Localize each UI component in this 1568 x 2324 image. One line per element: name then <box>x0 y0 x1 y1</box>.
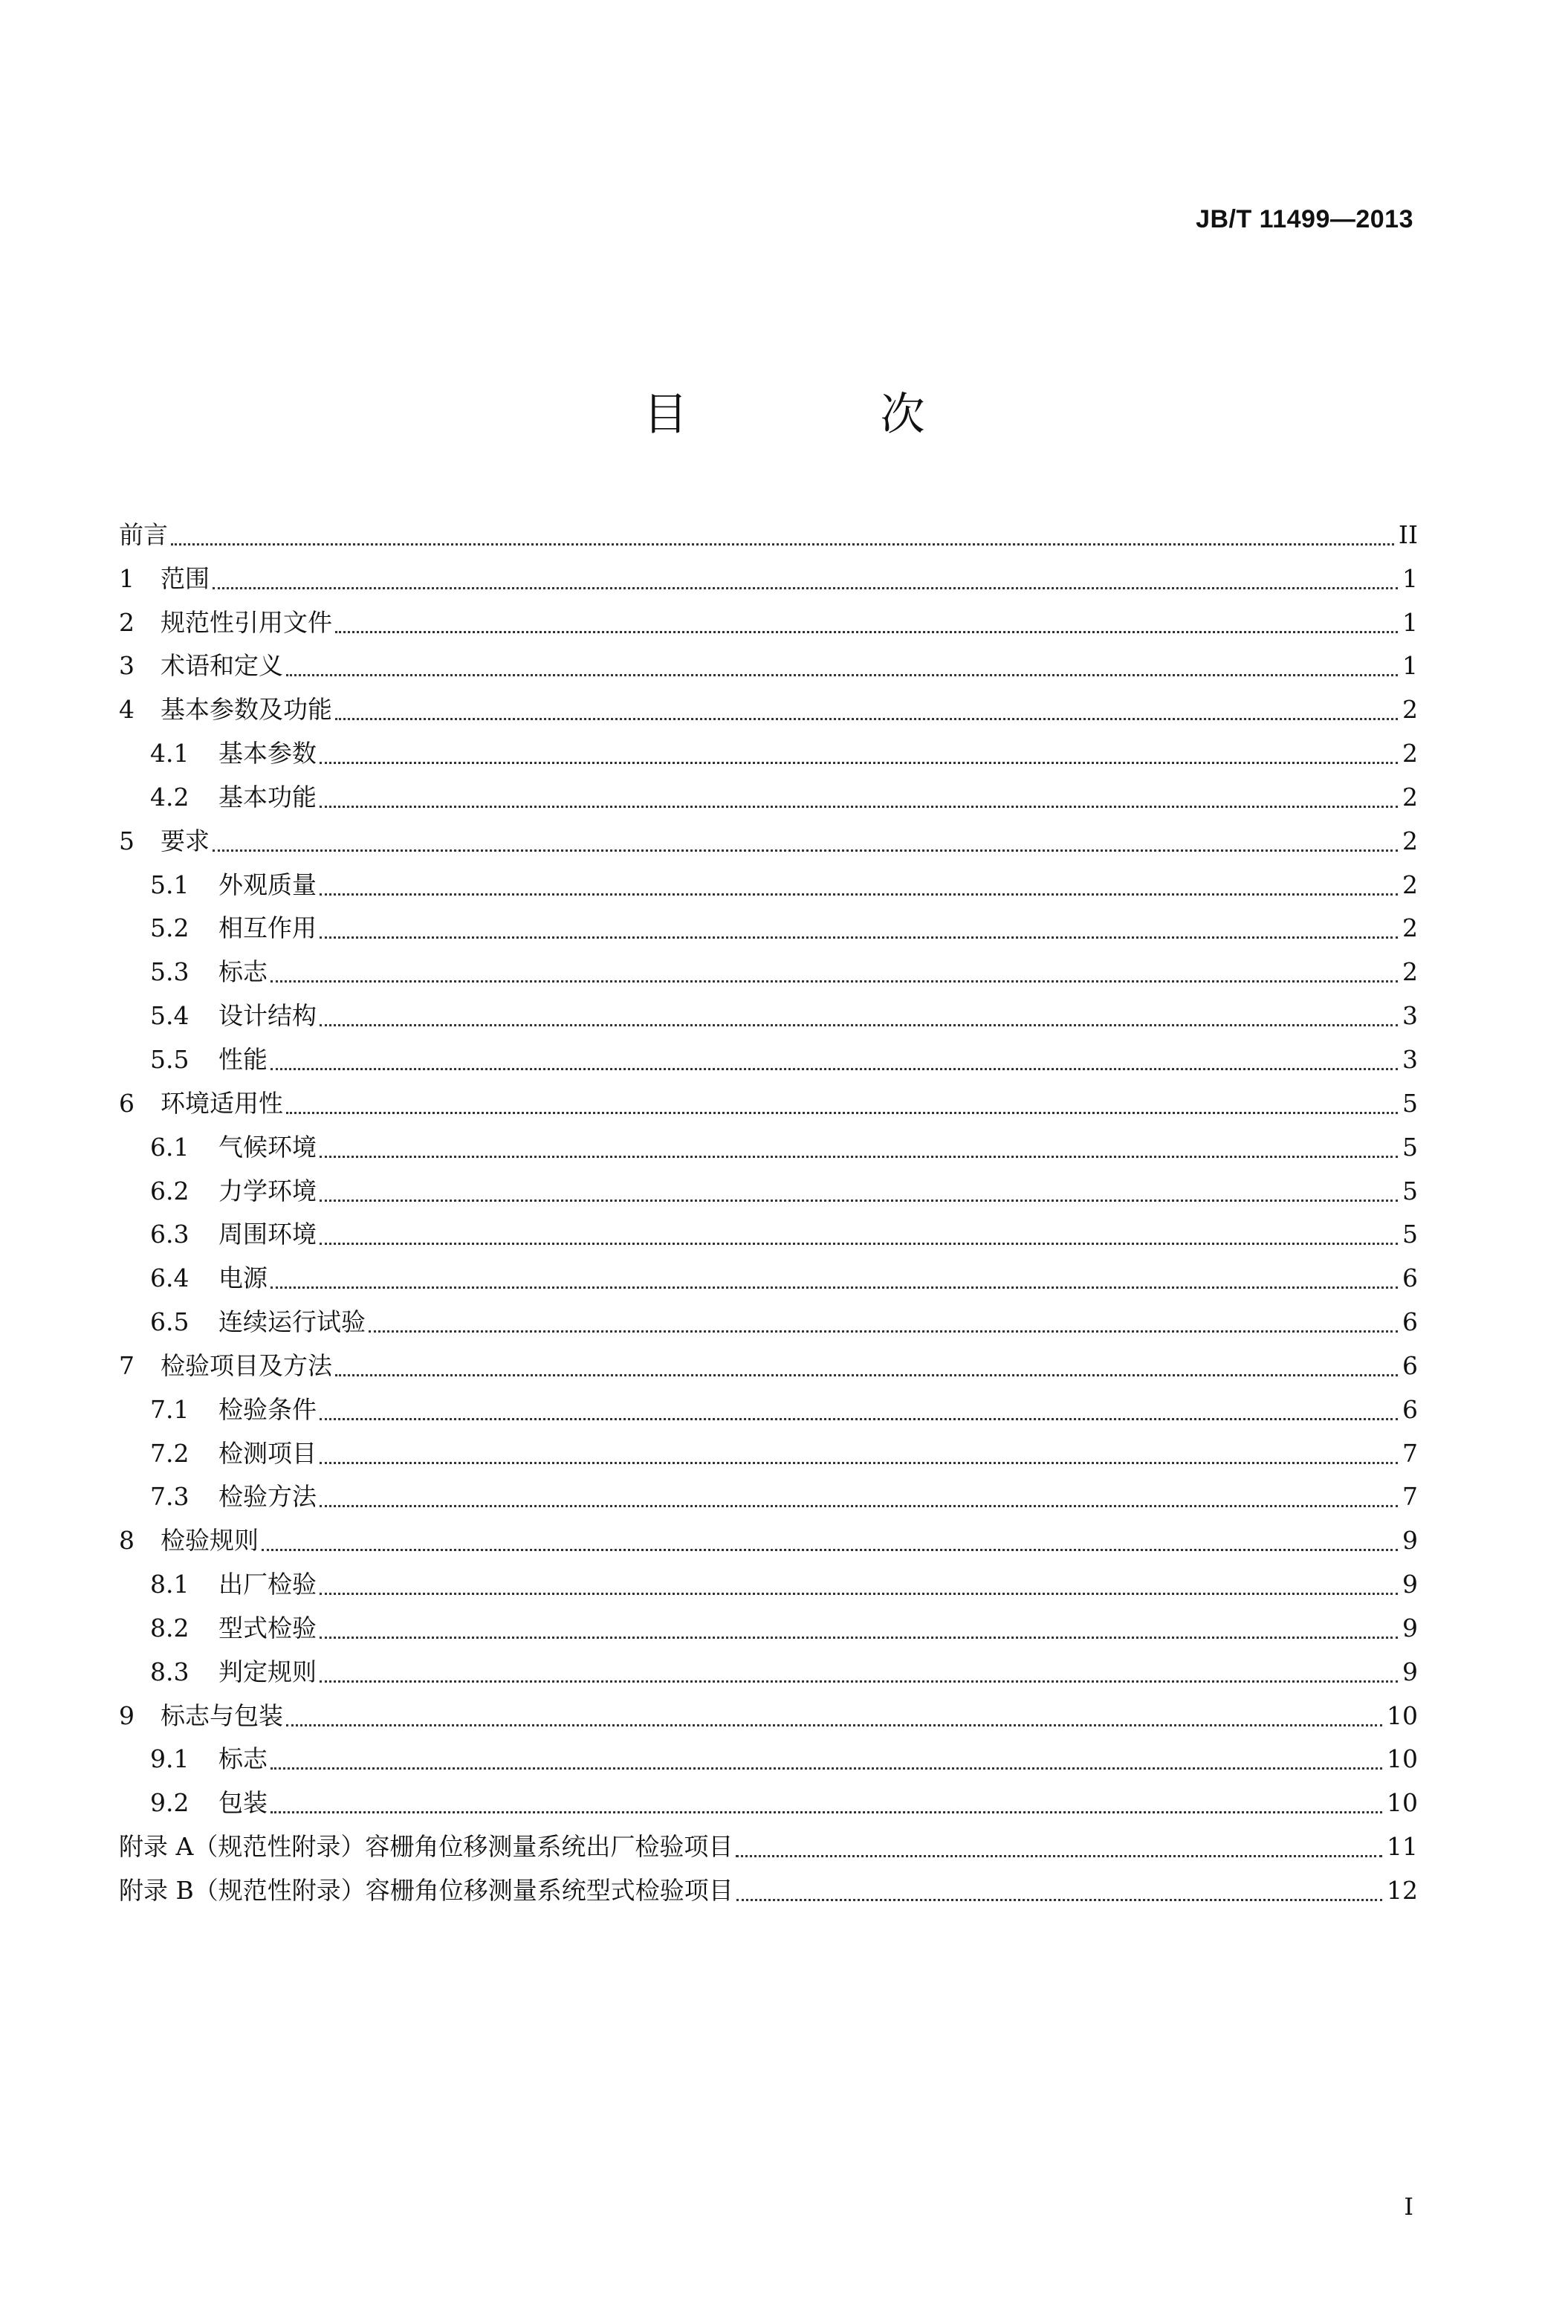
toc-entry-page: 9 <box>1402 1526 1418 1556</box>
toc-entry-number: 9.1 <box>150 1744 189 1774</box>
toc-entry-page: 6 <box>1402 1307 1418 1337</box>
toc-entry-number: 6 <box>119 1088 135 1118</box>
dot-leader <box>320 893 1398 896</box>
toc-entry-page: 2 <box>1402 695 1418 725</box>
toc-entry-number: 6.5 <box>150 1307 189 1337</box>
toc-entry[interactable] <box>119 1125 1418 1169</box>
dot-leader <box>286 673 1398 676</box>
toc-entry[interactable] <box>119 601 1418 644</box>
toc-entry[interactable] <box>119 1825 1418 1868</box>
toc-entry-number: 5 <box>119 826 135 855</box>
page-number: I <box>1404 2192 1413 2221</box>
toc-entry-label: 检验条件 <box>218 1394 317 1424</box>
dot-leader <box>320 1504 1398 1507</box>
dot-leader <box>320 1242 1398 1245</box>
toc-entry-label: 标志 <box>218 1744 268 1774</box>
dot-leader <box>262 1548 1398 1551</box>
toc-entry-number: 8.3 <box>150 1657 189 1686</box>
toc-entry-label: 电源 <box>218 1263 268 1293</box>
dot-leader <box>286 1723 1382 1726</box>
toc-entry-number: 7.1 <box>150 1394 189 1424</box>
dot-leader <box>270 1286 1398 1289</box>
toc-entry-number: 6.4 <box>150 1263 189 1293</box>
toc-entry-label: 包装 <box>218 1788 268 1818</box>
toc-entry-page: 2 <box>1402 913 1418 943</box>
toc-entry[interactable] <box>119 1038 1418 1081</box>
toc-entry-page: 10 <box>1387 1700 1418 1730</box>
toc-entry-number: 5.1 <box>150 870 189 899</box>
toc-entry-label: 标志 <box>218 957 268 987</box>
toc-entry[interactable] <box>119 1518 1418 1562</box>
dot-leader <box>213 849 1398 852</box>
toc-entry-label: 基本功能 <box>218 782 317 812</box>
toc-entry-label: 检验方法 <box>218 1482 317 1512</box>
toc-entry-page: 5 <box>1402 1088 1418 1118</box>
toc-entry-number: 9 <box>119 1700 135 1730</box>
toc-entry-page: 9 <box>1402 1657 1418 1686</box>
toc-entry-label: 相互作用 <box>218 913 317 943</box>
toc-entry-label: 要求 <box>161 826 210 855</box>
dot-leader <box>213 586 1398 589</box>
toc-entry-page: 5 <box>1402 1176 1418 1205</box>
toc-entry[interactable] <box>119 863 1418 907</box>
toc-entry-number: 7 <box>119 1350 135 1380</box>
toc-entry-number: 8.1 <box>150 1570 189 1599</box>
toc-entry-page: 7 <box>1402 1438 1418 1468</box>
dot-leader <box>270 1767 1382 1770</box>
table-of-contents <box>119 513 1418 1912</box>
toc-entry[interactable] <box>119 775 1418 819</box>
toc-entry-page: 1 <box>1402 651 1418 681</box>
toc-entry-number: 4 <box>119 695 135 725</box>
toc-entry-label: 附录 B（规范性附录）容栅角位移测量系统型式检验项目 <box>119 1876 733 1905</box>
toc-entry-page: 3 <box>1402 1001 1418 1031</box>
toc-entry-page: 2 <box>1402 782 1418 812</box>
toc-entry[interactable] <box>119 1606 1418 1650</box>
toc-entry[interactable] <box>119 1081 1418 1125</box>
toc-entry-page: 9 <box>1402 1613 1418 1642</box>
toc-entry-page: 6 <box>1402 1263 1418 1293</box>
toc-entry[interactable] <box>119 1388 1418 1431</box>
toc-entry-page: 5 <box>1402 1220 1418 1249</box>
toc-entry-label: 环境适用性 <box>161 1088 283 1118</box>
toc-entry-page: 10 <box>1387 1788 1418 1818</box>
toc-entry-page: II <box>1398 519 1418 549</box>
toc-entry-page: 12 <box>1387 1876 1418 1905</box>
dot-leader <box>369 1330 1398 1333</box>
dot-leader <box>320 1461 1398 1464</box>
dot-leader <box>320 1417 1398 1420</box>
toc-entry[interactable] <box>119 819 1418 863</box>
toc-entry-page: 7 <box>1402 1482 1418 1512</box>
toc-entry-page: 5 <box>1402 1132 1418 1162</box>
toc-entry-number: 6.1 <box>150 1132 189 1162</box>
toc-entry[interactable] <box>119 1213 1418 1257</box>
toc-entry[interactable] <box>119 1650 1418 1694</box>
toc-entry-label: 范围 <box>161 563 210 593</box>
toc-entry-page: 6 <box>1402 1350 1418 1380</box>
toc-entry-page: 2 <box>1402 957 1418 987</box>
toc-entry[interactable] <box>119 1300 1418 1344</box>
dot-leader <box>320 936 1398 939</box>
toc-entry-page: 2 <box>1402 870 1418 899</box>
dot-leader <box>320 1680 1398 1683</box>
toc-entry-label: 连续运行试验 <box>218 1307 366 1337</box>
dot-leader <box>736 1898 1382 1901</box>
dot-leader <box>736 1854 1382 1857</box>
toc-entry-number: 3 <box>119 651 135 681</box>
toc-entry-label: 基本参数及功能 <box>161 695 332 725</box>
dot-leader <box>320 761 1398 764</box>
dot-leader <box>270 1810 1382 1813</box>
toc-entry-page: 1 <box>1402 563 1418 593</box>
dot-leader <box>320 1155 1398 1158</box>
toc-entry[interactable] <box>119 687 1418 731</box>
toc-entry[interactable] <box>119 1781 1418 1825</box>
toc-entry-label: 出厂检验 <box>218 1570 317 1599</box>
toc-entry-page: 2 <box>1402 739 1418 768</box>
toc-entry[interactable] <box>119 1694 1418 1738</box>
toc-entry-page: 1 <box>1402 607 1418 637</box>
dot-leader <box>286 1111 1398 1114</box>
toc-entry[interactable] <box>119 1475 1418 1519</box>
toc-entry-number: 4.1 <box>150 739 189 768</box>
toc-entry-number: 8 <box>119 1526 135 1556</box>
toc-entry-label: 性能 <box>218 1044 268 1074</box>
toc-entry-number: 6.2 <box>150 1176 189 1205</box>
toc-entry[interactable] <box>119 1562 1418 1606</box>
toc-entry[interactable] <box>119 1738 1418 1781</box>
toc-entry-number: 8.2 <box>150 1613 189 1642</box>
toc-entry-number: 2 <box>119 607 135 637</box>
toc-entry-number: 7.3 <box>150 1482 189 1512</box>
dot-leader <box>270 980 1398 983</box>
toc-entry-page: 2 <box>1402 826 1418 855</box>
toc-entry-label: 外观质量 <box>218 870 317 899</box>
dot-leader <box>335 1373 1398 1376</box>
toc-entry[interactable] <box>119 1431 1418 1475</box>
dot-leader <box>320 1592 1398 1595</box>
dot-leader <box>320 1199 1398 1202</box>
toc-entry-label: 设计结构 <box>218 1001 317 1031</box>
toc-entry-label: 前言 <box>119 519 168 549</box>
toc-entry[interactable] <box>119 1169 1418 1213</box>
toc-entry[interactable] <box>119 557 1418 601</box>
dot-leader <box>335 630 1398 633</box>
toc-entry-label: 周围环境 <box>218 1220 317 1249</box>
toc-entry-label: 检验项目及方法 <box>161 1350 332 1380</box>
toc-entry-label: 附录 A（规范性附录）容栅角位移测量系统出厂检验项目 <box>119 1832 733 1862</box>
toc-entry-number: 6.3 <box>150 1220 189 1249</box>
toc-entry-number: 1 <box>119 563 135 593</box>
toc-entry-label: 检测项目 <box>218 1438 317 1468</box>
toc-entry[interactable] <box>119 950 1418 994</box>
toc-entry-number: 5.4 <box>150 1001 189 1031</box>
toc-entry-label: 型式检验 <box>218 1613 317 1642</box>
toc-entry[interactable] <box>119 513 1418 557</box>
toc-entry-label: 规范性引用文件 <box>161 607 332 637</box>
toc-entry-label: 标志与包装 <box>161 1700 283 1730</box>
toc-entry[interactable] <box>119 644 1418 688</box>
toc-entry[interactable] <box>119 994 1418 1038</box>
standard-code: JB/T 11499—2013 <box>1196 205 1413 233</box>
toc-entry-number: 4.2 <box>150 782 189 812</box>
toc-entry[interactable] <box>119 1868 1418 1912</box>
toc-entry-number: 5.3 <box>150 957 189 987</box>
toc-entry[interactable] <box>119 1344 1418 1388</box>
toc-entry[interactable] <box>119 731 1418 775</box>
toc-entry[interactable] <box>119 907 1418 951</box>
page-title: 目 次 <box>643 389 1014 441</box>
toc-entry-label: 基本参数 <box>218 739 317 768</box>
dot-leader <box>320 805 1398 808</box>
toc-entry-page: 9 <box>1402 1570 1418 1599</box>
dot-leader <box>270 1067 1398 1070</box>
toc-entry-page: 3 <box>1402 1044 1418 1074</box>
toc-entry-label: 术语和定义 <box>161 651 283 681</box>
dot-leader <box>171 543 1394 546</box>
dot-leader <box>335 717 1398 720</box>
toc-entry-page: 10 <box>1387 1744 1418 1774</box>
toc-entry-number: 5.5 <box>150 1044 189 1074</box>
toc-entry-label: 力学环境 <box>218 1176 317 1205</box>
toc-entry-label: 判定规则 <box>218 1657 317 1686</box>
toc-entry-number: 9.2 <box>150 1788 189 1818</box>
toc-entry-number: 5.2 <box>150 913 189 943</box>
toc-entry-label: 检验规则 <box>161 1526 259 1556</box>
dot-leader <box>320 1636 1398 1639</box>
dot-leader <box>320 1023 1398 1026</box>
toc-entry-page: 6 <box>1402 1394 1418 1424</box>
toc-entry-label: 气候环境 <box>218 1132 317 1162</box>
toc-entry[interactable] <box>119 1256 1418 1300</box>
toc-entry-number: 7.2 <box>150 1438 189 1468</box>
toc-entry-page: 11 <box>1387 1832 1418 1862</box>
